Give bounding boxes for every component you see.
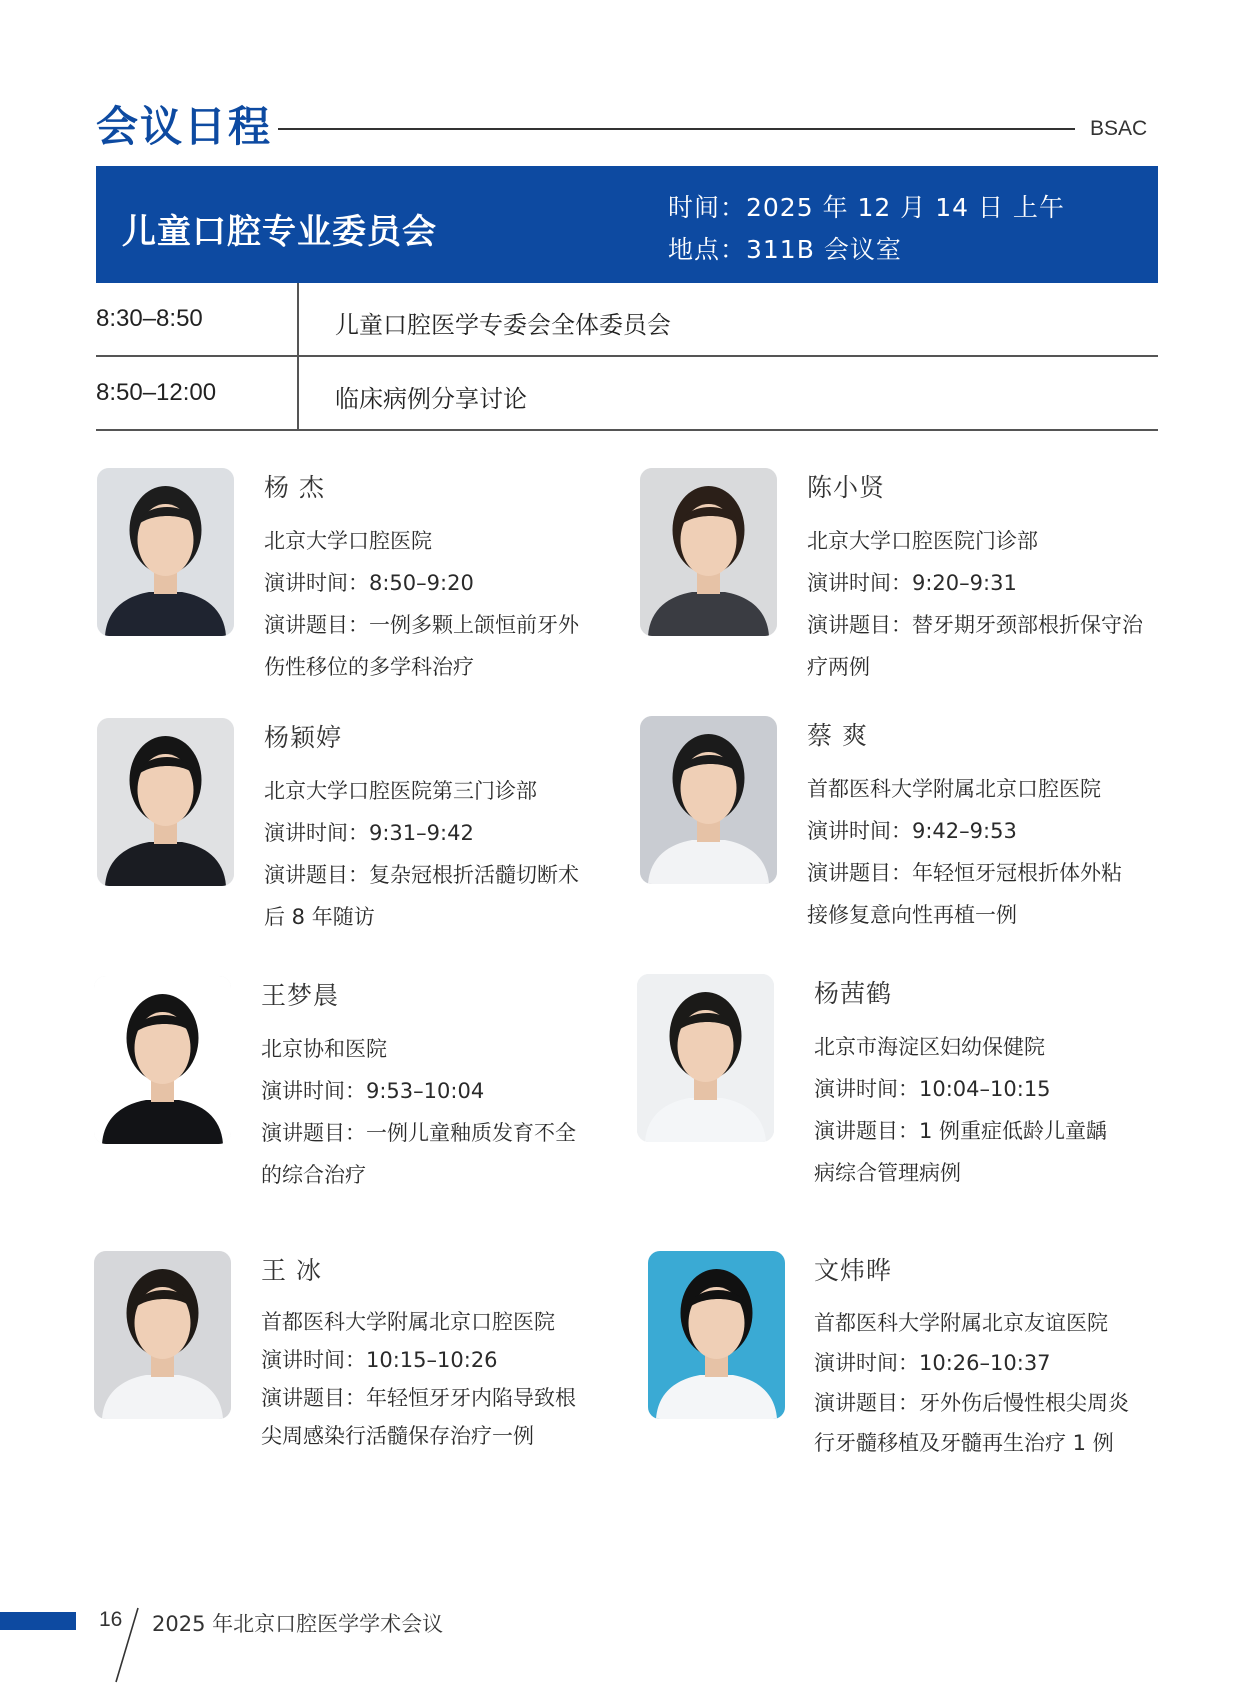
portrait-icon	[640, 468, 777, 636]
schedule-divider	[297, 283, 299, 355]
speaker-name: 陈小贤	[807, 473, 886, 502]
schedule-divider	[297, 357, 299, 429]
brand-label: BSAC	[1090, 117, 1148, 140]
speaker-time: 演讲时间：10:26–10:37	[814, 1351, 1051, 1375]
speaker-time: 演讲时间：9:42–9:53	[807, 819, 1017, 843]
speaker-photo	[640, 468, 777, 636]
speaker-time: 演讲时间：9:53–10:04	[261, 1079, 485, 1103]
speaker-photo	[97, 718, 234, 886]
speaker-org: 北京大学口腔医院门诊部	[807, 529, 1038, 553]
speaker-topic: 接修复意向性再植一例	[807, 903, 1017, 927]
speaker-topic: 演讲题目：牙外伤后慢性根尖周炎	[814, 1391, 1129, 1415]
speaker-name: 杨颖婷	[264, 723, 343, 752]
speaker-text	[814, 1251, 1160, 1463]
schedule-topic: 儿童口腔医学专委会全体委员会	[335, 311, 671, 339]
session-place: 地点：311B 会议室	[668, 235, 902, 264]
speaker-photo	[648, 1251, 785, 1419]
portrait-icon	[94, 1251, 231, 1419]
speaker-photo	[97, 468, 234, 636]
portrait-icon	[97, 468, 234, 636]
speaker-topic: 后 8 年随访	[264, 905, 375, 929]
speaker-org: 首都医科大学附属北京口腔医院	[261, 1310, 555, 1334]
footer-slash-icon	[112, 1606, 142, 1684]
speaker-name: 王 冰	[261, 1256, 322, 1285]
session-time: 时间：2025 年 12 月 14 日 上午	[668, 193, 1065, 222]
speaker-time: 演讲时间：9:20–9:31	[807, 571, 1017, 595]
speaker-text	[261, 976, 607, 1196]
speaker-time: 演讲时间：8:50–9:20	[264, 571, 474, 595]
speaker-topic: 演讲题目：替牙期牙颈部根折保守治	[807, 613, 1143, 637]
speaker-topic: 演讲题目：一例儿童釉质发育不全	[261, 1121, 576, 1145]
speaker-topic: 疗两例	[807, 655, 870, 679]
speaker-topic: 行牙髓移植及牙髓再生治疗 1 例	[814, 1431, 1114, 1455]
speaker-topic: 尖周感染行活髓保存治疗一例	[261, 1424, 534, 1448]
speaker-text	[264, 718, 610, 938]
speaker-name: 蔡 爽	[807, 721, 868, 750]
portrait-icon	[640, 716, 777, 884]
schedule-row	[96, 283, 1158, 357]
speaker-photo	[640, 716, 777, 884]
speaker-text	[814, 974, 1160, 1194]
page-title: 会议日程	[96, 102, 273, 151]
speaker-topic: 演讲题目：一例多颗上颌恒前牙外	[264, 613, 579, 637]
portrait-icon	[648, 1251, 785, 1419]
speaker-time: 演讲时间：9:31–9:42	[264, 821, 474, 845]
portrait-icon	[97, 718, 234, 886]
speaker-name: 王梦晨	[261, 981, 340, 1010]
speaker-org: 北京大学口腔医院第三门诊部	[264, 779, 537, 803]
speaker-org: 北京市海淀区妇幼保健院	[814, 1035, 1045, 1059]
speaker-topic: 的综合治疗	[261, 1163, 366, 1187]
speaker-text	[261, 1251, 607, 1455]
speaker-name: 文炜晔	[814, 1256, 893, 1285]
footer-accent-bar	[0, 1612, 76, 1630]
speaker-photo	[94, 976, 231, 1144]
speaker-org: 北京大学口腔医院	[264, 529, 432, 553]
speaker-time: 演讲时间：10:15–10:26	[261, 1348, 498, 1372]
portrait-icon	[637, 974, 774, 1142]
schedule-topic: 临床病例分享讨论	[335, 385, 527, 413]
speaker-text	[264, 468, 610, 688]
schedule-time: 8:30–8:50	[96, 305, 203, 332]
speaker-topic: 病综合管理病例	[814, 1161, 961, 1185]
session-banner	[96, 166, 1158, 283]
schedule-time: 8:50–12:00	[96, 379, 217, 406]
portrait-icon	[94, 976, 231, 1144]
speaker-photo	[637, 974, 774, 1142]
speaker-text	[807, 468, 1153, 688]
speaker-topic: 伤性移位的多学科治疗	[264, 655, 474, 679]
speaker-org: 首都医科大学附属北京友谊医院	[814, 1311, 1108, 1335]
speaker-name: 杨茜鹤	[814, 979, 893, 1008]
schedule-row	[96, 357, 1158, 431]
speaker-photo	[94, 1251, 231, 1419]
speaker-time: 演讲时间：10:04–10:15	[814, 1077, 1051, 1101]
speaker-topic: 演讲题目：1 例重症低龄儿童龋	[814, 1119, 1108, 1143]
speaker-name: 杨 杰	[264, 473, 325, 502]
title-rule	[278, 128, 1075, 130]
speaker-topic: 演讲题目：年轻恒牙牙内陷导致根	[261, 1386, 576, 1410]
speaker-topic: 演讲题目：年轻恒牙冠根折体外粘	[807, 861, 1122, 885]
speaker-org: 北京协和医院	[261, 1037, 387, 1061]
speaker-text	[807, 716, 1153, 936]
speaker-topic: 演讲题目：复杂冠根折活髓切断术	[264, 863, 579, 887]
footer-event-name: 2025 年北京口腔医学学术会议	[152, 1612, 444, 1636]
speaker-org: 首都医科大学附属北京口腔医院	[807, 777, 1101, 801]
session-title: 儿童口腔专业委员会	[122, 212, 437, 252]
footer-page-number: 16	[99, 1608, 123, 1631]
